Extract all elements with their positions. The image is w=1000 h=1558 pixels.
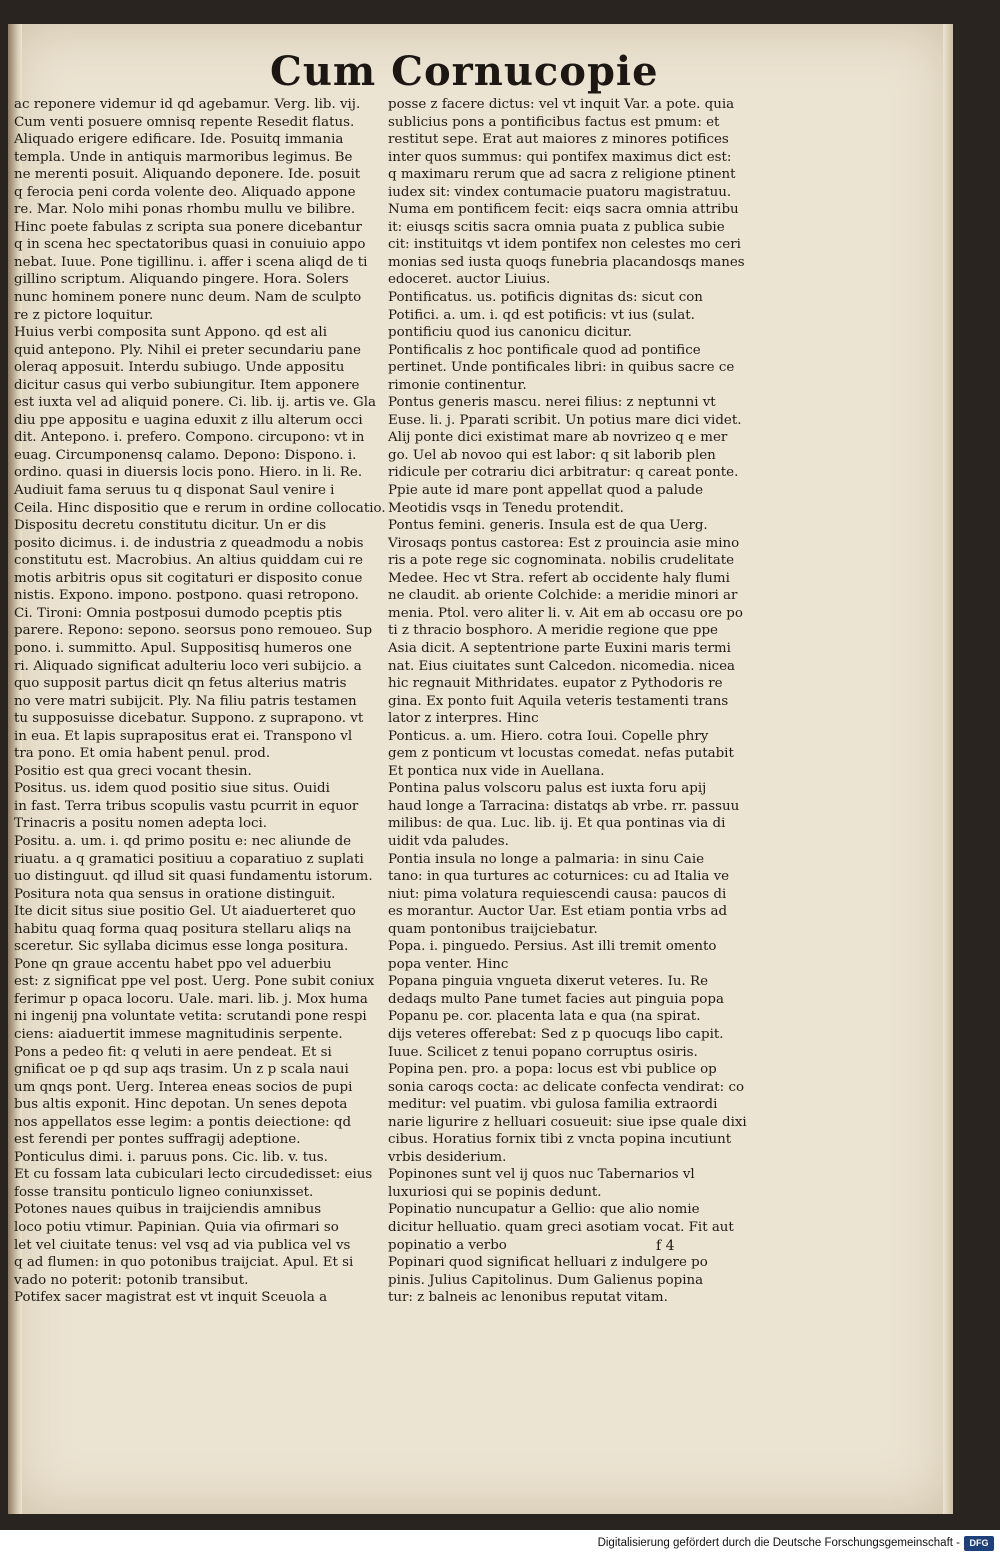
text-line: ordino. quasi in diuersis locis pono. Hiero. in li. Re. bbox=[14, 465, 363, 481]
text-line: tano: in qua turtures ac coturnices: cu ad Italia ve bbox=[388, 869, 730, 885]
text-line: vado no poterit: potonib transibut. bbox=[14, 1272, 249, 1288]
text-line: nat. Eius ciuitates sunt Calcedon. nicomedia. nicea bbox=[388, 658, 736, 674]
text-line: pertinet. Unde pontificales libri: in quibus sacre ce bbox=[388, 360, 735, 376]
text-line: Popinari quod significat helluari z indulgere po bbox=[388, 1255, 708, 1271]
text-line: cit: instituitqs vt idem pontifex non celestes mo ceri bbox=[388, 237, 741, 253]
text-line: no vere matri subijcit. Ply. Na filiu patris testamen bbox=[14, 693, 357, 709]
text-line: rimonie continentur. bbox=[388, 377, 527, 393]
text-line: dedaqs multo Pane tumet facies aut pinguia popa bbox=[388, 991, 724, 1007]
footer-bar bbox=[0, 1530, 1000, 1558]
text-line: nebat. Iuue. Pone tigillinu. i. affer i scena aliqd de ti bbox=[14, 254, 368, 270]
text-line: q maximaru rerum que ad sacra z religione ptinent bbox=[388, 167, 736, 183]
text-line: Meotidis vsqs in Tenedu protendit. bbox=[388, 500, 624, 516]
text-line: gillino scriptum. Aliquando pingere. Hora. Solers bbox=[14, 272, 349, 288]
text-line: Positu. a. um. i. qd primo positu e: nec aliunde de bbox=[14, 833, 352, 849]
text-line: quo supposit partus dicit qn fetus alterius matris bbox=[14, 676, 347, 692]
text-line: ridicule per cotrariu dici arbitratur: q careat ponte. bbox=[388, 465, 739, 481]
text-line: narie ligurire z helluari cosueuit: siue ipse quale dixi bbox=[388, 1114, 747, 1130]
text-line: popinatio a verbo bbox=[388, 1237, 507, 1253]
text-line: nunc hominem ponere nunc deum. Nam de sculpto bbox=[14, 290, 362, 306]
text-line: it: eiusqs scitis sacra omnia puata z publica subie bbox=[388, 219, 725, 235]
text-line: pinis. Julius Capitolinus. Dum Galienus popina bbox=[388, 1272, 704, 1288]
text-line: Pontificalis z hoc pontificale quod ad pontifice bbox=[388, 342, 701, 358]
signature-mark: f 4 bbox=[656, 1238, 675, 1254]
text-line: in fast. Terra tribus scopulis vastu pcurrit in equor bbox=[14, 798, 359, 814]
text-line: Pone qn graue accentu habet ppo vel aduerbiu bbox=[14, 956, 332, 972]
text-line: tra pono. Et omia habent penul. prod. bbox=[14, 746, 271, 762]
text-line: ne merenti posuit. Aliquando deponere. Ide. posuit bbox=[14, 167, 361, 183]
text-line: q in scena hec spectatoribus quasi in conuiuio appo bbox=[14, 237, 366, 253]
text-line: luxuriosi qui se popinis dedunt. bbox=[388, 1184, 602, 1200]
text-line: est ferendi per pontes suffragij adeptione. bbox=[14, 1132, 301, 1148]
text-line: Pontus generis mascu. nerei filius: z neptunni vt bbox=[388, 395, 716, 411]
text-line: Numa em pontificem fecit: eiqs sacra omnia attribu bbox=[388, 202, 739, 218]
text-line: fosse transitu ponticulo ligneo coniunxisset. bbox=[14, 1184, 314, 1200]
text-line: Et cu fossam lata cubiculari lecto circudedisset: eius bbox=[14, 1167, 373, 1183]
text-line: go. Uel ab novoo qui est labor: q sit laborib plen bbox=[388, 447, 716, 463]
text-line: dicitur casus qui verbo subiungitur. Item apponere bbox=[14, 377, 360, 393]
text-line: let vel ciuitate tenus: vel vsq ad via publica vel vs bbox=[14, 1237, 351, 1253]
text-line: habitu quaq forma quaq positura stellaru aliqs na bbox=[14, 921, 352, 937]
text-line: q ad flumen: in quo potonibus traijciat. Apul. Et si bbox=[14, 1255, 354, 1271]
text-line: popa venter. Hinc bbox=[388, 956, 509, 972]
text-line: haud longe a Tarracina: distatqs ab vrbe. rr. passuu bbox=[388, 798, 740, 814]
text-line: templa. Unde in antiquis marmoribus legimus. Be bbox=[14, 149, 353, 165]
text-line: Ppie aute id mare pont appellat quod a palude bbox=[388, 483, 704, 499]
text-line: re z pictore loquitur. bbox=[14, 307, 154, 323]
text-line: ac reponere videmur id qd agebamur. Verg. lib. vij. bbox=[14, 97, 361, 112]
text-line: Potones naues quibus in traijciendis amnibus bbox=[14, 1202, 322, 1218]
text-line: Ponticulus dimi. i. paruus pons. Cic. lib. v. tus. bbox=[14, 1149, 328, 1165]
text-line: nistis. Expono. impono. postpono. quasi retropono. bbox=[14, 588, 359, 604]
funding-credit: Digitalisierung gefördert durch die Deutsche Forschungsgemeinschaft - bbox=[597, 1537, 960, 1549]
text-line: Ite dicit situs siue positio Gel. Ut aiaduerteret quo bbox=[14, 904, 356, 920]
running-head: Cum Cornucopie bbox=[270, 48, 659, 95]
text-line: tur: z balneis ac lenonibus reputat vitam. bbox=[388, 1290, 668, 1306]
text-line: re. Mar. Nolo mihi ponas rhombu mullu ve bilibre. bbox=[14, 202, 356, 218]
text-line: Popa. i. pinguedo. Persius. Ast illi tremit omento bbox=[388, 939, 717, 955]
text-line: sonia caroqs cocta: ac delicate confecta vendirat: co bbox=[388, 1079, 745, 1095]
dfg-logo: DFG bbox=[964, 1536, 994, 1551]
text-line: Ponticus. a. um. Hiero. cotra Ioui. Copelle phry bbox=[388, 728, 709, 744]
text-line: sceretur. Sic syllaba dicimus esse longa positura. bbox=[14, 939, 349, 955]
text-line: tu supposuisse dicebatur. Suppono. z suprapono. vt bbox=[14, 711, 364, 727]
text-line: sublicius pons a pontificibus factus est pmum: et bbox=[388, 114, 720, 130]
text-line: Medee. Hec vt Stra. refert ab occidente haly flumi bbox=[388, 570, 730, 586]
text-line: Ci. Tironi: Omnia postposui dumodo pceptis ptis bbox=[14, 605, 343, 621]
text-line: Positura nota qua sensus in oratione distinguit. bbox=[14, 886, 336, 902]
text-line: Positus. us. idem quod positio siue situs. Ouidi bbox=[14, 781, 330, 797]
text-line: Potifex sacer magistrat est vt inquit Sceuola a bbox=[14, 1290, 328, 1306]
text-line: hic regnauit Mithridates. eupator z Pythodoris re bbox=[388, 676, 723, 692]
text-line: iudex sit: vindex contumacie puatoru magistratuu. bbox=[388, 184, 732, 200]
text-line: vrbis desiderium. bbox=[388, 1149, 507, 1165]
text-line: uidit vda paludes. bbox=[388, 833, 509, 849]
text-line: in eua. Et lapis suprapositus erat ei. Transpono vl bbox=[14, 728, 353, 744]
text-line: lator z interpres. Hinc bbox=[388, 711, 539, 727]
text-line: gnificat oe p qd sup aqs trasim. Un z p scala naui bbox=[14, 1062, 349, 1078]
text-line: posse z facere dictus: vel vt inquit Var. a pote. quia bbox=[388, 97, 735, 112]
text-line: diu ppe appositu e uagina eduxit z illu alterum occi bbox=[14, 412, 363, 428]
text-line: Euse. li. j. Pparati scribit. Un potius mare dici videt. bbox=[388, 412, 742, 428]
text-line: q ferocia peni corda volente deo. Aliquado appone bbox=[14, 184, 356, 200]
text-line: Hinc poete fabulas z scripta sua ponere dicebantur bbox=[14, 219, 362, 235]
text-line: motis arbitris opus sit cogitaturi er disposito conue bbox=[14, 570, 363, 586]
text-line: es morantur. Auctor Uar. Est etiam pontia vrbs ad bbox=[388, 904, 728, 920]
text-line: Ceila. Hinc dispositio que e rerum in ordine collocatio. bbox=[14, 500, 386, 516]
text-line: Iuue. Scilicet z tenui popano corruptus osiris. bbox=[388, 1044, 698, 1060]
text-line: gina. Ex ponto fuit Aquila veteris testamenti trans bbox=[388, 693, 729, 709]
text-line: Aliquado erigere edificare. Ide. Posuitq immania bbox=[14, 132, 344, 148]
text-line: edoceret. auctor Liuius. bbox=[388, 272, 551, 288]
text-line: riuatu. a q gramatici positiuu a coparatiuo z suplati bbox=[14, 851, 364, 867]
text-column-left bbox=[14, 96, 386, 1306]
text-line: quid antepono. Ply. Nihil ei preter secundariu pane bbox=[14, 342, 361, 358]
text-line: Alij ponte dici existimat mare ab novrizeo q e mer bbox=[388, 430, 728, 446]
text-line: cibus. Horatius fornix tibi z vncta popina incutiunt bbox=[388, 1132, 732, 1148]
page-edge bbox=[943, 24, 953, 1514]
text-line: ris a pote rege sic cognominata. nobilis crudelitate bbox=[388, 553, 735, 569]
text-line: constitutu est. Macrobius. An altius quiddam cui re bbox=[14, 553, 363, 569]
text-line: bus altis exponit. Hinc depotan. Un senes depota bbox=[14, 1097, 348, 1113]
text-line: dicitur helluatio. quam greci asotiam vocat. Fit aut bbox=[388, 1220, 734, 1235]
text-line: Popinones sunt vel ij quos nuc Tabernarios vl bbox=[388, 1167, 695, 1183]
text-line: um qnqs pont. Uerg. Interea eneas socios de pupi bbox=[14, 1079, 353, 1095]
text-line: oleraq apposuit. Interdu subiugo. Unde appositu bbox=[14, 360, 345, 376]
text-line: Huius verbi composita sunt Appono. qd est ali bbox=[14, 325, 327, 341]
text-line: milibus: de qua. Luc. lib. ij. Et qua pontinas via di bbox=[388, 816, 726, 832]
text-line: ciens: aiaduertit immese magnitudinis serpente. bbox=[14, 1026, 343, 1042]
text-line: Popanu pe. cor. placenta lata e qua (na spirat. bbox=[388, 1009, 701, 1025]
text-line: Pons a pedeo fit: q veluti in aere pendeat. Et si bbox=[14, 1044, 332, 1060]
text-line: Pontificatus. us. potificis dignitas ds: sicut con bbox=[388, 290, 703, 306]
text-line: nos appellatos esse legim: a pontis deiectione: qd bbox=[14, 1114, 352, 1130]
text-line: ni ingenij pna voluntate vetita: scrutandi pone respi bbox=[14, 1009, 367, 1025]
text-line: ferimur p opaca locoru. Uale. mari. lib. j. Mox huma bbox=[14, 991, 368, 1007]
text-line: monias sed iusta quoqs funebria placandosqs manes bbox=[388, 254, 745, 270]
text-line: menia. Ptol. vero aliter li. v. Ait em ab occasu ore po bbox=[388, 605, 743, 621]
text-line: Pontia insula no longe a palmaria: in sinu Caie bbox=[388, 851, 705, 867]
text-line: est iuxta vel ad aliquid ponere. Ci. lib. ij. artis ve. Gla bbox=[14, 395, 377, 411]
text-line: Positio est qua greci vocant thesin. bbox=[14, 763, 252, 779]
text-line: inter quos summus: qui pontifex maximus dict est: bbox=[388, 149, 732, 165]
text-line: posito dicimus. i. de industria z queadmodu a nobis bbox=[14, 535, 364, 551]
text-line: euag. Circumponensq calamo. Depono: Dispono. i. bbox=[14, 447, 357, 463]
text-line: pono. i. summitto. Apul. Suppositisq humeros one bbox=[14, 640, 352, 656]
text-line: dijs veteres offerebat: Sed z p quocuqs libo capit. bbox=[388, 1026, 724, 1042]
text-line: Potifici. a. um. i. qd est potificis: vt ius (sulat. bbox=[388, 307, 695, 323]
text-line: gem z ponticum vt locustas comedat. nefas putabit bbox=[388, 746, 734, 762]
text-line: Asia dicit. A septentrione parte Euxini maris termi bbox=[388, 640, 731, 656]
text-line: Trinacris a positu nomen adepta loci. bbox=[14, 816, 268, 832]
text-line: pontificiu quod ius canonicu dicitur. bbox=[388, 325, 632, 341]
text-line: Dispositu decretu constitutu dicitur. Un er dis bbox=[14, 518, 327, 534]
text-line: Audiuit fama seruus tu q disponat Saul venire i bbox=[14, 483, 335, 499]
text-line: restitut sepe. Erat aut maiores z minores potifices bbox=[388, 132, 729, 148]
text-line: quam pontonibus traijciebatur. bbox=[388, 921, 598, 937]
text-line: Popinatio nuncupatur a Gellio: que alio nomie bbox=[388, 1202, 700, 1218]
text-line: loco potiu vtimur. Papinian. Quia via ofirmari so bbox=[14, 1220, 339, 1235]
text-line: Pontina palus volscoru palus est iuxta foru apij bbox=[388, 781, 707, 797]
text-line: dit. Antepono. i. prefero. Compono. circupono: vt in bbox=[14, 430, 365, 446]
text-line: Virosaqs pontus castorea: Est z prouincia asie mino bbox=[388, 535, 740, 551]
text-line: meditur: vel puatim. vbi gulosa familia extraordi bbox=[388, 1097, 718, 1113]
text-line: parere. Repono: sepono. seorsus pono remoueo. Sup bbox=[14, 623, 373, 639]
text-line: uo distinguut. qd illud sit quasi fundamentu istorum. bbox=[14, 869, 373, 885]
text-line: Popina pen. pro. a popa: locus est vbi publice op bbox=[388, 1062, 717, 1078]
text-line: ri. Aliquado significat adulteriu loco veri subijcio. a bbox=[14, 658, 362, 674]
text-line: est: z significat ppe vel post. Uerg. Pone subit coniux bbox=[14, 974, 375, 990]
text-line: Cum venti posuere omnisq repente Resedit flatus. bbox=[14, 114, 355, 130]
text-line: niut: pima volatura requiescendi causa: paucos di bbox=[388, 886, 727, 902]
text-line: Et pontica nux vide in Auellana. bbox=[388, 763, 605, 779]
text-line: Pontus femini. generis. Insula est de qua Uerg. bbox=[388, 518, 708, 534]
text-line: ti z thracio bosphoro. A meridie regione que ppe bbox=[388, 623, 718, 639]
text-line: ne claudit. ab oriente Colchide: a meridie minori ar bbox=[388, 588, 738, 604]
text-line: Popana pinguia vngueta dixerut veteres. Iu. Re bbox=[388, 974, 709, 990]
